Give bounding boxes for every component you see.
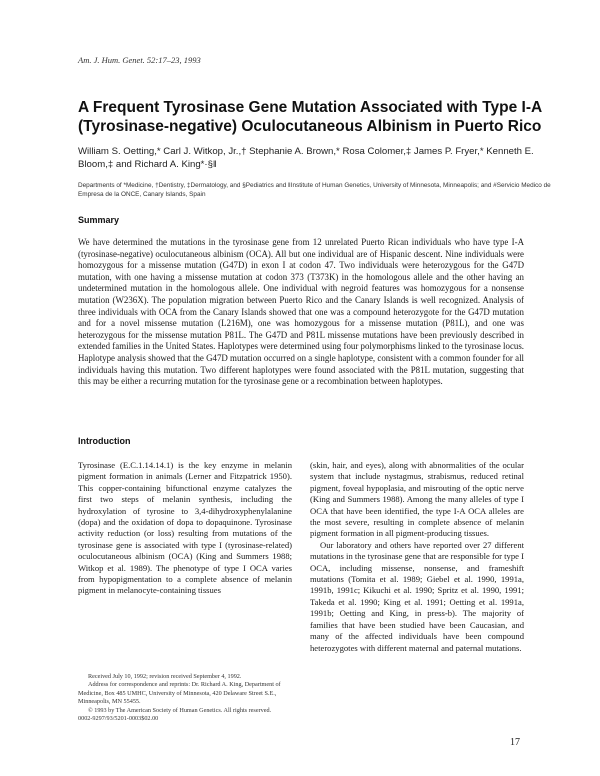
intro-paragraph-2: Our laboratory and others have reported over 27 different mutations in the tyrosinase gene that are responsible for type I OCA, including missense, nonsense, and frameshift mutations (Tomita et al. 1989; Giebel et al. 1990, 1991a, 1991b, 1991c; Kikuchi et al. 1990; Spritz et al. 1990, 1991; Takeda et al. 1990; King et al. 1991; Oetting et al. 1991a, 1991b; Oetting and King, in press-b). The majority of families that have been studied have been Caucasian, and many of the affected individuals have been compound heterozygotes with different maternal and paternal mutations. [310,539,524,653]
article-title: A Frequent Tyrosinase Gene Mutation Associated with Type I-A (Tyrosinase-negative) Oculocutaneous Albinism in Puerto Rico [78,99,542,135]
footnote-issn: 0002-9297/93/5201-0003$02.00 [78,715,159,723]
summary-text: We have determined the mutations in the tyrosinase gene from 12 unrelated Puerto Rican individuals who have type I-A (tyrosinase-negative) oculocutaneous albinism (OCA). All but one individual are of Hispanic descent. Nine individuals were homozygous for a missense mutation (G47D) in exon I at codon 47. Two individuals were heterozygous for the G47D mutation, with one having a missense mutation at codon 373 (T373K) in the homologous allele and the other having an undetermined mutation in the homologous allele. One individual with negroid features was homozygous for a nonsense mutation (W236X). The population migration between Puerto Rico and the Canary Islands is well recognized. Analysis of three individuals with OCA from the Canary Islands showed that one was a compound heterozygote for the G47D mutation and for a novel missense mutation (L216M), one was homozygous for a missense mutation (P81L), and one was heterozygous for the missense mutation P81L. The G47D and P81L missense mutations have been previously described in extended families in the United States. Haplotypes were determined using four polymorphisms linked to the tyrosinase locus. Haplotype analysis showed that the G47D mutation occurred on a single haplotype, consistent with a common founder for all individuals having this mutation. Two different haplotypes were found associated with the P81L mutation, suggesting that this may be either a recurring mutation for the tyrosinase gene or a recombination between haplotypes. [78,237,524,387]
footnote-copyright: © 1993 by The American Society of Human Genetics. All rights reserved. [88,706,272,714]
footnote-address: Address for correspondence and reprints: Dr. Richard A. King, Department of Medicine, Box 485 UMHC, University of Minnesota, 420 Delaware Street S.E., Minneapolis, MN 55455. [78,681,281,706]
introduction-heading: Introduction [78,436,131,446]
summary-heading: Summary [78,215,120,225]
journal-citation: Am. J. Hum. Genet. 52:17–23, 1993 [78,55,201,65]
author-list: William S. Oetting,* Carl J. Witkop, Jr.,† Stephanie A. Brown,* Rosa Colomer,‡ James P. Fryer,* Kenneth E. Bloom,‡ and Richard A. King*·§‖ [78,146,534,170]
affiliations: Departments of *Medicine, †Dentistry, ‡Dermatology, and §Pediatrics and ‖Institute of Human Genetics, University of Minnesota, Minneapolis; and #Servicio Medico de Empresa de la ONCE, Canary Islands, Spain [78,182,551,198]
page-number: 17 [510,737,520,748]
intro-paragraph-1: Tyrosinase (E.C.1.14.14.1) is the key enzyme in melanin pigment formation in animals (Lerner and Fitzpatrick 1950). This copper-containing bifunctional enzyme catalyzes the first two steps of melanin synthesis, including the hydroxylation of tyrosine to 3,4-dihydroxyphenylalanine (dopa) and the oxidation of dopa to dopaquinone. Tyrosinase activity reduction (or loss) resulting from mutations of the tyrosinase gene is associated with type I (tyrosinase-related) oculocutaneous albinism (OCA) (King and Summers 1988; Witkop et al. 1989). The phenotype of type I OCA varies from hypopigmentation to a complete absence of melanin pigment in melanocyte-containing tissues [78,460,292,596]
intro-paragraph-1-cont: (skin, hair, and eyes), along with abnormalities of the ocular system that include nystagmus, strabismus, reduced retinal pigment, foveal hypoplasia, and misrouting of the optic nerve (King and Summers 1988). Among the many alleles of type I OCA that have been identified, the type I-A OCA alleles are the most severe, resulting in complete absence of melanin pigment formation in all pigment-producing tissues. [310,460,524,539]
intro-left-column [78,460,292,597]
intro-right-column [310,460,524,654]
footnote [78,673,292,723]
footnote-received: Received July 10, 1992; revision received September 4, 1992. [88,673,242,680]
